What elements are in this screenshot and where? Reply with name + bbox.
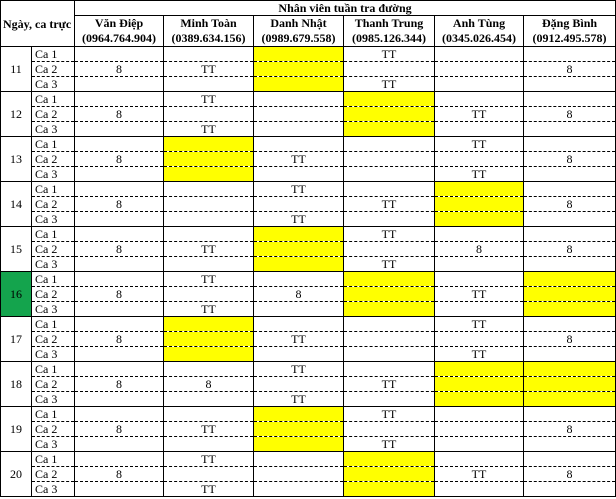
schedule-cell[interactable] [344, 392, 435, 407]
schedule-cell[interactable] [435, 407, 524, 422]
schedule-cell[interactable]: 8 [254, 287, 344, 302]
schedule-cell[interactable]: 8 [75, 287, 164, 302]
shift-row [1, 182, 616, 197]
employee-header [75, 16, 164, 47]
schedule-cell[interactable] [254, 467, 344, 482]
schedule-cell[interactable] [164, 407, 254, 422]
off-duty-cell[interactable] [344, 302, 435, 317]
schedule-cell[interactable]: TT [254, 332, 344, 347]
schedule-cell[interactable] [75, 77, 164, 92]
schedule-cell[interactable]: TT [435, 317, 524, 332]
schedule-cell[interactable] [254, 302, 344, 317]
off-duty-cell[interactable] [524, 272, 616, 287]
shift-row [1, 287, 616, 302]
shift-row [1, 47, 616, 62]
schedule-cell[interactable] [254, 107, 344, 122]
off-duty-cell[interactable] [344, 92, 435, 107]
day-cell[interactable]: 13 [1, 137, 32, 182]
off-duty-cell[interactable] [254, 437, 344, 452]
shift-row [1, 272, 616, 287]
shift-label: Ca 2 [32, 287, 75, 302]
schedule-cell[interactable]: 8 [435, 242, 524, 257]
shift-row [1, 137, 616, 152]
schedule-cell[interactable]: TT [344, 407, 435, 422]
schedule-cell[interactable]: TT [254, 362, 344, 377]
day-cell[interactable]: 20 [1, 452, 32, 497]
schedule-cell[interactable]: TT [254, 152, 344, 167]
schedule-cell[interactable] [75, 212, 164, 227]
shift-row [1, 107, 616, 122]
shift-label: Ca 3 [32, 77, 75, 92]
day-cell[interactable]: 17 [1, 317, 32, 362]
shift-row [1, 302, 616, 317]
schedule-cell[interactable] [75, 137, 164, 152]
schedule-cell[interactable] [524, 77, 616, 92]
schedule-cell[interactable] [524, 452, 616, 467]
schedule-cell[interactable]: 8 [524, 107, 616, 122]
employee-header [524, 16, 616, 47]
shift-row [1, 257, 616, 272]
off-duty-cell[interactable] [254, 77, 344, 92]
schedule-cell[interactable] [75, 227, 164, 242]
schedule-cell[interactable]: 8 [75, 107, 164, 122]
shift-row [1, 227, 616, 242]
employee-phone: (0985.126.344) [352, 31, 426, 45]
shift-label: Ca 2 [32, 107, 75, 122]
shift-row [1, 377, 616, 392]
schedule-cell[interactable] [435, 257, 524, 272]
schedule-cell[interactable] [164, 227, 254, 242]
schedule-cell[interactable]: TT [344, 47, 435, 62]
employee-name: Minh Toàn [180, 16, 237, 30]
employee-header [164, 16, 254, 47]
shift-row [1, 437, 616, 452]
schedule-cell[interactable]: 8 [75, 62, 164, 77]
schedule-cell[interactable]: TT [344, 377, 435, 392]
schedule-cell[interactable]: 8 [524, 332, 616, 347]
shift-row [1, 332, 616, 347]
schedule-cell[interactable] [75, 392, 164, 407]
shift-row [1, 152, 616, 167]
employee-phone: (0345.026.454) [442, 31, 516, 45]
schedule-cell[interactable]: TT [164, 242, 254, 257]
schedule-cell[interactable] [75, 257, 164, 272]
shift-label: Ca 3 [32, 257, 75, 272]
schedule-cell[interactable] [344, 137, 435, 152]
shift-label: Ca 3 [32, 167, 75, 182]
off-duty-cell[interactable] [344, 287, 435, 302]
schedule-cell[interactable] [435, 272, 524, 287]
schedule-cell[interactable]: TT [435, 287, 524, 302]
schedule-cell[interactable] [344, 212, 435, 227]
schedule-cell[interactable] [435, 302, 524, 317]
day-cell[interactable]: 19 [1, 407, 32, 452]
schedule-cell[interactable] [254, 377, 344, 392]
day-cell[interactable]: 11 [1, 47, 32, 92]
schedule-cell[interactable]: 8 [75, 242, 164, 257]
day-cell[interactable]: 15 [1, 227, 32, 272]
schedule-cell[interactable]: TT [435, 467, 524, 482]
schedule-cell[interactable] [344, 242, 435, 257]
schedule-cell[interactable] [75, 347, 164, 362]
shift-row [1, 212, 616, 227]
shift-label: Ca 2 [32, 62, 75, 77]
schedule-cell[interactable] [435, 47, 524, 62]
schedule-cell[interactable]: 8 [75, 377, 164, 392]
employee-name: Đặng Bình [542, 16, 598, 30]
schedule-cell[interactable] [435, 152, 524, 167]
off-duty-cell[interactable] [344, 107, 435, 122]
schedule-cell[interactable]: TT [164, 62, 254, 77]
shift-label: Ca 1 [32, 227, 75, 242]
shift-row [1, 77, 616, 92]
shift-label: Ca 1 [32, 317, 75, 332]
schedule-cell[interactable]: TT [344, 197, 435, 212]
schedule-cell[interactable] [524, 437, 616, 452]
shift-row [1, 62, 616, 77]
off-duty-cell[interactable] [254, 407, 344, 422]
schedule-cell[interactable] [254, 167, 344, 182]
schedule-cell[interactable]: 8 [524, 197, 616, 212]
schedule-cell[interactable] [524, 347, 616, 362]
employee-name: Văn Điệp [94, 16, 144, 30]
off-duty-cell[interactable] [254, 242, 344, 257]
schedule-cell[interactable]: 8 [164, 377, 254, 392]
shift-row [1, 422, 616, 437]
shift-row [1, 467, 616, 482]
off-duty-cell[interactable] [164, 152, 254, 167]
shift-label: Ca 3 [32, 212, 75, 227]
employee-header [254, 16, 344, 47]
schedule-cell[interactable] [75, 452, 164, 467]
schedule-cell[interactable] [254, 137, 344, 152]
off-duty-cell[interactable] [524, 392, 616, 407]
off-duty-cell[interactable] [254, 257, 344, 272]
schedule-cell[interactable]: TT [164, 452, 254, 467]
employee-phone: (0964.764.904) [82, 31, 156, 45]
schedule-cell[interactable] [75, 302, 164, 317]
shift-row [1, 242, 616, 257]
schedule-cell[interactable] [344, 422, 435, 437]
schedule-cell[interactable] [254, 272, 344, 287]
shift-label: Ca 1 [32, 407, 75, 422]
schedule-cell[interactable] [164, 47, 254, 62]
off-duty-cell[interactable] [164, 317, 254, 332]
schedule-cell[interactable] [164, 107, 254, 122]
shift-row [1, 482, 616, 497]
schedule-cell[interactable] [435, 452, 524, 467]
shift-label: Ca 1 [32, 137, 75, 152]
schedule-cell[interactable] [164, 257, 254, 272]
off-duty-cell[interactable] [164, 167, 254, 182]
schedule-cell[interactable] [524, 182, 616, 197]
schedule-cell[interactable] [435, 437, 524, 452]
schedule-cell[interactable] [435, 422, 524, 437]
off-duty-cell[interactable] [435, 392, 524, 407]
off-duty-cell[interactable] [524, 362, 616, 377]
schedule-cell[interactable] [254, 452, 344, 467]
schedule-cell[interactable] [164, 182, 254, 197]
schedule-cell[interactable] [75, 407, 164, 422]
schedule-cell[interactable]: TT [164, 482, 254, 497]
schedule-cell[interactable]: 8 [524, 242, 616, 257]
shift-label: Ca 1 [32, 92, 75, 107]
shift-row [1, 167, 616, 182]
employee-name: Anh Tùng [452, 16, 506, 30]
schedule-cell[interactable] [435, 77, 524, 92]
shift-row [1, 347, 616, 362]
shift-row [1, 92, 616, 107]
shift-label: Ca 2 [32, 242, 75, 257]
schedule-cell[interactable]: TT [254, 182, 344, 197]
off-duty-cell[interactable] [164, 137, 254, 152]
schedule-cell[interactable]: TT [344, 437, 435, 452]
group-title: Nhân viên tuần tra đường [75, 1, 616, 16]
schedule-cell[interactable] [164, 77, 254, 92]
schedule-cell[interactable] [524, 212, 616, 227]
schedule-cell[interactable] [344, 182, 435, 197]
schedule-cell[interactable]: TT [435, 347, 524, 362]
shift-label: Ca 3 [32, 122, 75, 137]
off-duty-cell[interactable] [344, 482, 435, 497]
schedule-cell[interactable]: 8 [75, 467, 164, 482]
schedule-cell[interactable]: TT [344, 227, 435, 242]
schedule-cell[interactable]: TT [254, 212, 344, 227]
off-duty-cell[interactable] [164, 332, 254, 347]
off-duty-cell[interactable] [254, 227, 344, 242]
schedule-cell[interactable] [344, 332, 435, 347]
schedule-cell[interactable] [164, 287, 254, 302]
off-duty-cell[interactable] [435, 197, 524, 212]
schedule-cell[interactable] [75, 362, 164, 377]
schedule-cell[interactable] [524, 482, 616, 497]
schedule-cell[interactable]: TT [254, 392, 344, 407]
corner-header: Ngày, ca trực [1, 1, 75, 47]
schedule-cell[interactable] [344, 317, 435, 332]
schedule-cell[interactable] [164, 467, 254, 482]
off-duty-cell[interactable] [254, 62, 344, 77]
schedule-cell[interactable] [164, 197, 254, 212]
schedule-cell[interactable] [254, 317, 344, 332]
shift-row [1, 407, 616, 422]
schedule-cell[interactable] [524, 167, 616, 182]
off-duty-cell[interactable] [435, 377, 524, 392]
schedule-cell[interactable]: TT [164, 92, 254, 107]
employee-name: Danh Nhật [270, 16, 327, 30]
schedule-cell[interactable] [524, 257, 616, 272]
shift-label: Ca 2 [32, 197, 75, 212]
schedule-cell[interactable]: TT [164, 122, 254, 137]
shift-row [1, 452, 616, 467]
schedule-cell[interactable] [344, 152, 435, 167]
schedule-cell[interactable]: TT [435, 137, 524, 152]
schedule-cell[interactable]: TT [344, 77, 435, 92]
schedule-cell[interactable] [435, 62, 524, 77]
employee-phone: (0912.495.578) [532, 31, 607, 45]
schedule-cell[interactable] [75, 272, 164, 287]
off-duty-cell[interactable] [164, 347, 254, 362]
schedule-cell[interactable] [344, 362, 435, 377]
employee-header [344, 16, 435, 47]
schedule-cell[interactable] [524, 47, 616, 62]
schedule-cell[interactable] [75, 317, 164, 332]
day-cell[interactable]: 12 [1, 92, 32, 137]
schedule-cell[interactable]: 8 [75, 332, 164, 347]
schedule-cell[interactable] [524, 407, 616, 422]
schedule-cell[interactable]: 8 [524, 62, 616, 77]
shift-label: Ca 2 [32, 377, 75, 392]
schedule-cell[interactable] [164, 437, 254, 452]
off-duty-cell[interactable] [344, 467, 435, 482]
schedule-cell[interactable] [254, 122, 344, 137]
schedule-cell[interactable] [435, 332, 524, 347]
employee-name: Thanh Trung [354, 16, 424, 30]
shift-label: Ca 3 [32, 437, 75, 452]
schedule-cell[interactable]: TT [164, 422, 254, 437]
schedule-cell[interactable] [254, 92, 344, 107]
off-duty-cell[interactable] [344, 272, 435, 287]
schedule-cell[interactable] [75, 47, 164, 62]
schedule-cell[interactable] [164, 212, 254, 227]
schedule-cell[interactable]: 8 [524, 467, 616, 482]
schedule-cell[interactable] [524, 137, 616, 152]
shift-label: Ca 3 [32, 482, 75, 497]
day-cell[interactable]: 16 [1, 272, 32, 317]
schedule-cell[interactable] [164, 392, 254, 407]
schedule-cell[interactable] [254, 482, 344, 497]
schedule-cell[interactable] [75, 122, 164, 137]
schedule-cell[interactable] [524, 317, 616, 332]
schedule-cell[interactable] [524, 122, 616, 137]
shift-row [1, 392, 616, 407]
off-duty-cell[interactable] [254, 422, 344, 437]
schedule-cell[interactable] [344, 62, 435, 77]
day-cell[interactable]: 18 [1, 362, 32, 407]
shift-label: Ca 2 [32, 422, 75, 437]
schedule-cell[interactable] [75, 167, 164, 182]
off-duty-cell[interactable] [435, 362, 524, 377]
schedule-cell[interactable] [435, 122, 524, 137]
schedule-cell[interactable]: TT [164, 272, 254, 287]
shift-label: Ca 3 [32, 392, 75, 407]
schedule-cell[interactable] [344, 347, 435, 362]
shift-row [1, 362, 616, 377]
schedule-cell[interactable] [435, 92, 524, 107]
schedule-cell[interactable] [75, 437, 164, 452]
schedule-cell[interactable] [164, 362, 254, 377]
schedule-cell[interactable] [524, 92, 616, 107]
schedule-cell[interactable]: TT [435, 167, 524, 182]
employee-header-row [1, 16, 616, 47]
schedule-cell[interactable]: TT [164, 302, 254, 317]
schedule-cell[interactable] [75, 182, 164, 197]
shift-label: Ca 2 [32, 467, 75, 482]
schedule-cell[interactable] [344, 167, 435, 182]
shift-row [1, 197, 616, 212]
schedule-cell[interactable] [254, 347, 344, 362]
off-duty-cell[interactable] [344, 452, 435, 467]
schedule-cell[interactable]: 8 [524, 152, 616, 167]
off-duty-cell[interactable] [435, 182, 524, 197]
schedule-cell[interactable]: TT [344, 257, 435, 272]
schedule-cell[interactable] [435, 227, 524, 242]
off-duty-cell[interactable] [344, 122, 435, 137]
shift-label: Ca 1 [32, 182, 75, 197]
schedule-cell[interactable]: 8 [524, 422, 616, 437]
schedule-cell[interactable]: 8 [75, 422, 164, 437]
schedule-cell[interactable]: TT [435, 107, 524, 122]
employee-header [435, 16, 524, 47]
shift-label: Ca 1 [32, 47, 75, 62]
shift-label: Ca 1 [32, 452, 75, 467]
schedule-cell[interactable] [75, 482, 164, 497]
shift-row [1, 122, 616, 137]
shift-label: Ca 3 [32, 347, 75, 362]
schedule-cell[interactable] [524, 227, 616, 242]
shift-label: Ca 2 [32, 152, 75, 167]
schedule-cell[interactable] [435, 482, 524, 497]
schedule-cell[interactable] [254, 197, 344, 212]
shift-label: Ca 3 [32, 302, 75, 317]
shift-label: Ca 1 [32, 362, 75, 377]
employee-phone: (0989.679.558) [261, 31, 336, 45]
shift-label: Ca 1 [32, 272, 75, 287]
employee-phone: (0389.634.156) [171, 31, 246, 45]
off-duty-cell[interactable] [524, 377, 616, 392]
schedule-cell[interactable] [75, 92, 164, 107]
off-duty-cell[interactable] [524, 287, 616, 302]
day-cell[interactable]: 14 [1, 182, 32, 227]
shift-row [1, 317, 616, 332]
off-duty-cell[interactable] [435, 212, 524, 227]
schedule-cell[interactable]: 8 [75, 197, 164, 212]
off-duty-cell[interactable] [254, 47, 344, 62]
off-duty-cell[interactable] [524, 302, 616, 317]
shift-label: Ca 2 [32, 332, 75, 347]
schedule-cell[interactable]: 8 [75, 152, 164, 167]
schedule-body [1, 47, 616, 497]
